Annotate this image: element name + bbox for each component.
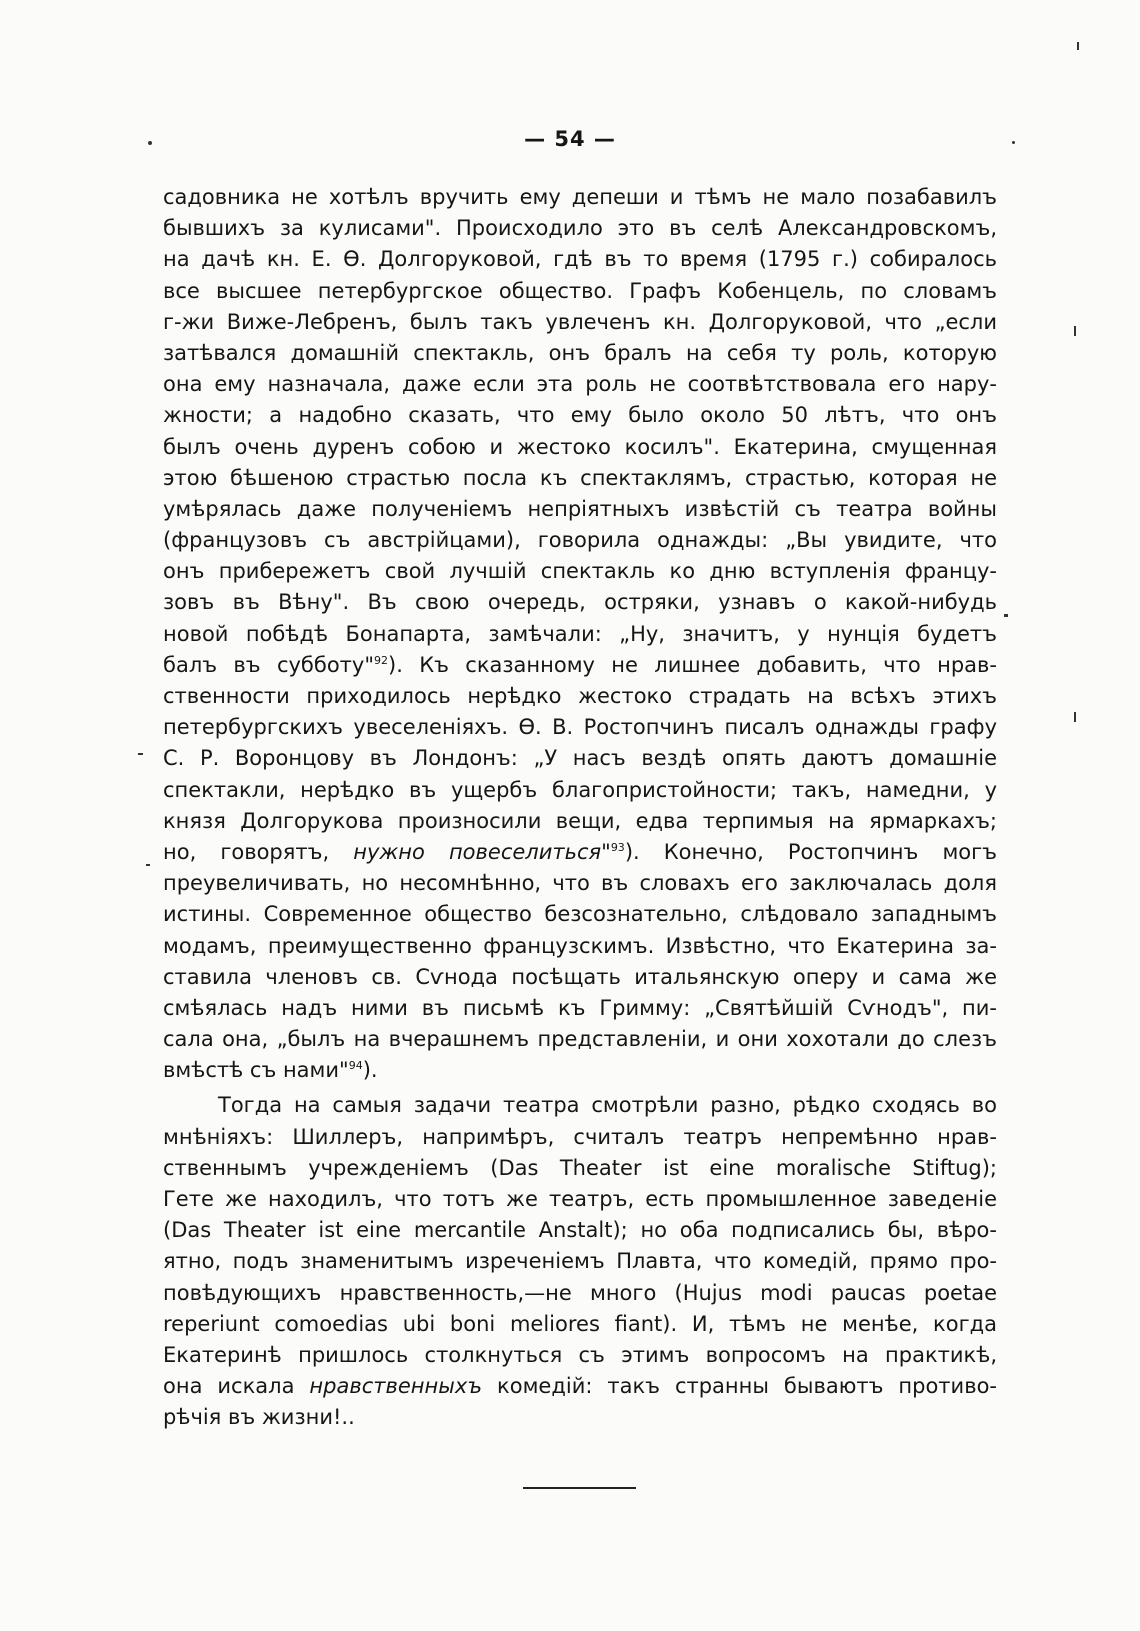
scan-speck [1077, 42, 1079, 50]
text-line: reperiunt comoedias ubi boni meliores fiant). И, тѣмъ не менѣе, когда [163, 1311, 997, 1336]
scan-speck [138, 753, 143, 755]
italic-phrase: нужно повеселиться [353, 839, 602, 864]
text-line: петербургскихъ увеселеніяхъ. Ѳ. В. Ростопчинъ писалъ однажды графу [163, 715, 997, 740]
end-rule [523, 1487, 636, 1489]
footnote-ref: 93 [610, 840, 625, 854]
text-line: С. Р. Воронцову въ Лондонъ: „У насъ вездѣ опять даютъ домашніе [163, 746, 997, 771]
text-line: ственности приходилось нерѣдко жестоко страдать на всѣхъ этихъ [163, 684, 997, 708]
text-line: этою бѣшеною страстью посла къ спектаклямъ, страстью, которая не [163, 465, 997, 490]
paragraph-2 [163, 1090, 997, 1433]
text-line: садовника не хотѣлъ вручить ему депеши и тѣмъ не мало позабавилъ [163, 185, 997, 209]
text-line: онъ прибережетъ свой лучшій спектакль ко дню вступленія францу- [163, 559, 997, 584]
text-line: умѣрялась даже полученіемъ непріятныхъ извѣстій съ театра войны [163, 496, 997, 521]
text-line: она ему назначала, даже если эта роль не соотвѣтствовала его нару- [163, 372, 997, 397]
text-line: ятно, подъ знаменитымъ изреченіемъ Плавта, что комедій, прямо про- [163, 1249, 997, 1274]
text-line: сала она, „былъ на вчерашнемъ представленіи, и они хохотали до слезъ [163, 1027, 997, 1052]
text-line: Гете же находилъ, что тотъ же театръ, есть промышленное заведеніе [163, 1187, 997, 1211]
text-line: рѣчія въ жизни!.. [163, 1405, 355, 1430]
text-line: она искала нравственныхъ комедій: такъ странны бываютъ противо- [163, 1374, 997, 1399]
scan-speck [1074, 326, 1076, 336]
text-line: вмѣстѣ съ нами"$^{94}$). [163, 1058, 378, 1083]
text-line: князя Долгорукова произносили вещи, едва терпимыя на ярмаркахъ; [163, 808, 997, 833]
text-line: г-жи Виже-Лебренъ, былъ такъ увлеченъ кн. Долгоруковой, что „если [163, 309, 997, 334]
text-line: балъ въ субботу"$^{92}$). Къ сказанному не лишнее добавить, что нрав- [163, 652, 997, 677]
footnote-ref: 92 [374, 653, 388, 667]
text-line: преувеличивать, но несомнѣнно, что въ словахъ его заключалась доля [163, 871, 997, 896]
text-line: Тогда на самыя задачи театра смотрѣли разно, рѣдко сходясь во [218, 1093, 997, 1118]
text-line: новой побѣдѣ Бонапарта, замѣчали: „Ну, значитъ, у нунція будетъ [163, 621, 997, 646]
text-line: былъ очень дуренъ собою и жестоко косилъ". Екатерина, смущенная [163, 434, 997, 459]
text-line: смѣялась надъ ними въ письмѣ къ Гримму: „Святѣйшій Сѵнодъ", пи- [163, 995, 997, 1020]
text-line: затѣвался домашній спектакль, онъ бралъ на себя ту роль, которую [163, 340, 997, 365]
text-line: ставила членовъ св. Сѵнода посѣщать итальянскую оперу и сама же [163, 964, 997, 989]
text-line: повѣдующихъ нравственность,—не много (Hujus modi paucas poetae [163, 1280, 997, 1305]
scan-speck [1012, 141, 1015, 144]
text-line: бывшихъ за кулисами". Происходило это въ селѣ Александровскомъ, [163, 216, 997, 241]
scan-speck [148, 141, 152, 145]
text-line: зовъ въ Вѣну". Въ свою очередь, остряки, узнавъ о какой-нибудь [163, 590, 997, 615]
text-line: все высшее петербургское общество. Графъ Кобенцель, по словамъ [163, 278, 997, 303]
italic-phrase: нравственныхъ [309, 1374, 483, 1399]
text-line: модамъ, преимущественно французскимъ. Извѣстно, что Екатерина за- [163, 933, 997, 958]
text-line: спектакли, нерѣдко въ ущербъ благопристойности; такъ, намедни, у [163, 777, 997, 802]
text-line: на дачѣ кн. Е. Ѳ. Долгоруковой, гдѣ въ то время (1795 г.) собиралось [163, 247, 997, 272]
text-line: ственнымъ учрежденіемъ (Das Theater ist eine moralische Stiftug); [163, 1155, 997, 1180]
body-text [163, 182, 997, 1434]
text-line: (Das Theater ist eine mercantile Anstalt); но оба подписались бы, вѣро- [163, 1218, 997, 1243]
paragraph-1 [163, 182, 997, 1086]
scan-speck [1074, 712, 1076, 722]
footnote-ref: 94 [348, 1059, 363, 1073]
page-number: — 54 — [524, 127, 616, 151]
text-line: (французовъ съ австрійцами), говорила однажды: „Вы увидите, что [163, 528, 997, 553]
text-line: жности; а надобно сказать, что ему было около 50 лѣтъ, что онъ [163, 403, 997, 428]
text-line: истины. Современное общество безсознательно, слѣдовало западнымъ [163, 902, 997, 927]
scan-speck [1004, 614, 1008, 617]
text-line: мнѣніяхъ: Шиллеръ, напримѣръ, считалъ театръ непремѣнно нрав- [163, 1124, 997, 1149]
text-line: Екатеринѣ пришлось столкнуться съ этимъ вопросомъ на практикѣ, [163, 1342, 997, 1367]
text-line: но, говорятъ, нужно повеселиться"$^{93}$). Конечно, Ростопчинъ могъ [163, 839, 997, 864]
scan-speck [146, 864, 150, 866]
